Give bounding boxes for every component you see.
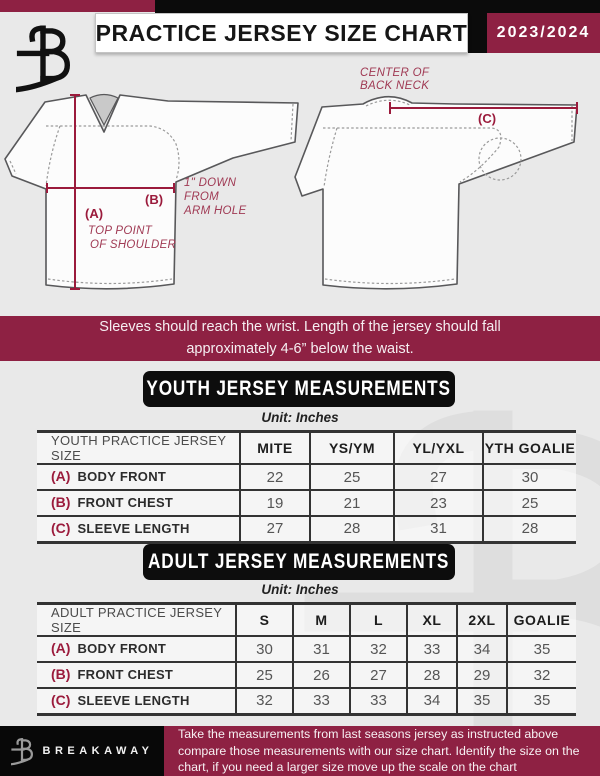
back-label-c: (C) (478, 111, 497, 126)
table-row (37, 464, 576, 490)
row-label: FRONT CHEST (77, 667, 174, 682)
row-key: (A) (51, 468, 71, 484)
adult-table (37, 602, 576, 716)
front-note-b-line3: ARM HOLE (184, 205, 247, 217)
cell-value: 32 (236, 688, 293, 714)
adult-unit-label: Unit: Inches (261, 582, 339, 597)
row-key: (A) (51, 640, 71, 656)
back-jersey-drawing (295, 67, 577, 289)
adult-header-row (37, 604, 576, 637)
notice-banner (0, 316, 600, 361)
youth-section-banner (143, 371, 455, 407)
cell-value: 23 (394, 490, 483, 516)
table-row (37, 490, 576, 516)
adult-size-s: S (236, 604, 293, 637)
row-label: SLEEVE LENGTH (77, 692, 190, 708)
back-note-c-line2: BACK NECK (360, 80, 430, 92)
cell-value: 33 (293, 688, 350, 714)
season-label: 2023/2024 (496, 24, 591, 41)
adult-size-m: M (293, 604, 350, 637)
cell-value: 25 (310, 464, 394, 490)
cell-value: 30 (483, 464, 576, 490)
season-badge (487, 13, 600, 53)
row-label: BODY FRONT (77, 641, 167, 656)
cell-value: 35 (457, 688, 507, 714)
row-key: (C) (51, 519, 71, 536)
youth-size-goalie: YTH GOALIE (483, 432, 576, 465)
cell-value: 32 (350, 636, 407, 662)
table-row (37, 688, 576, 714)
youth-size-mite: MITE (240, 432, 310, 465)
front-note-a-line2: OF SHOULDER (90, 239, 177, 251)
breakaway-footer-logo-icon (11, 736, 33, 766)
row-key: (B) (51, 494, 71, 510)
row-label: SLEEVE LENGTH (77, 520, 190, 536)
row-key: (C) (51, 691, 71, 708)
front-jersey-drawing (5, 95, 298, 290)
adult-size-l: L (350, 604, 407, 637)
cell-value: 31 (394, 516, 483, 542)
notice-line1: Sleeves should reach the wrist. Length of the jersey should fall (99, 319, 501, 336)
cell-value: 35 (507, 636, 576, 662)
front-label-a: (A) (85, 206, 104, 221)
footer-brand-box (0, 726, 164, 776)
table-row (37, 516, 576, 542)
youth-table (37, 430, 576, 544)
cell-value: 21 (310, 490, 394, 516)
adult-size-xl: XL (407, 604, 457, 637)
brand-name: BREAKAWAY (42, 745, 154, 757)
youth-unit-label: Unit: Inches (261, 410, 339, 425)
youth-size-ysym: YS/YM (310, 432, 394, 465)
cell-value: 31 (293, 636, 350, 662)
cell-value: 34 (457, 636, 507, 662)
row-label: FRONT CHEST (77, 495, 174, 510)
adult-size-2xl: 2XL (457, 604, 507, 637)
adult-header-title: ADULT PRACTICE JERSEY SIZE (51, 605, 223, 635)
cell-value: 27 (394, 464, 483, 490)
page-title: PRACTICE JERSEY SIZE CHART (95, 19, 468, 46)
cell-value: 28 (407, 662, 457, 688)
header-maroon-strip (0, 0, 155, 12)
back-note-c-line1: CENTER OF (360, 67, 430, 79)
title-bar (95, 13, 468, 53)
footer-note-text: Take the measurements from last seasons jersey as instructed above compare those measurements with our size chart. Identify the size on the chart, if you need a larger size move up the scale on the chart (178, 727, 580, 775)
notice-line2: approximately 4-6” below the waist. (186, 340, 414, 357)
row-label: BODY FRONT (77, 469, 167, 484)
cell-value: 33 (407, 636, 457, 662)
front-note-b-line2: FROM (184, 191, 220, 203)
cell-value: 22 (240, 464, 310, 490)
youth-size-ylyxl: YL/YXL (394, 432, 483, 465)
cell-value: 29 (457, 662, 507, 688)
cell-value: 27 (350, 662, 407, 688)
jersey-diagram (0, 62, 600, 314)
adult-banner-label: ADULT JERSEY MEASUREMENTS (148, 550, 450, 573)
front-note-b-line1: 1" DOWN (184, 177, 237, 189)
table-row (37, 636, 576, 662)
cell-value: 19 (240, 490, 310, 516)
cell-value: 30 (236, 636, 293, 662)
youth-header-title: YOUTH PRACTICE JERSEY SIZE (51, 433, 227, 463)
adult-size-goalie: GOALIE (507, 604, 576, 637)
footer-note-box (164, 726, 600, 776)
cell-value: 35 (507, 688, 576, 714)
cell-value: 28 (310, 516, 394, 542)
cell-value: 27 (240, 516, 310, 542)
front-note-a-line1: TOP POINT (88, 225, 153, 237)
adult-section-banner (143, 544, 455, 580)
cell-value: 34 (407, 688, 457, 714)
cell-value: 28 (483, 516, 576, 542)
cell-value: 25 (483, 490, 576, 516)
front-label-b: (B) (145, 192, 164, 207)
cell-value: 26 (293, 662, 350, 688)
youth-header-row (37, 432, 576, 465)
cell-value: 25 (236, 662, 293, 688)
youth-banner-label: YOUTH JERSEY MEASUREMENTS (146, 377, 452, 400)
cell-value: 33 (350, 688, 407, 714)
row-key: (B) (51, 666, 71, 682)
cell-value: 32 (507, 662, 576, 688)
table-row (37, 662, 576, 688)
